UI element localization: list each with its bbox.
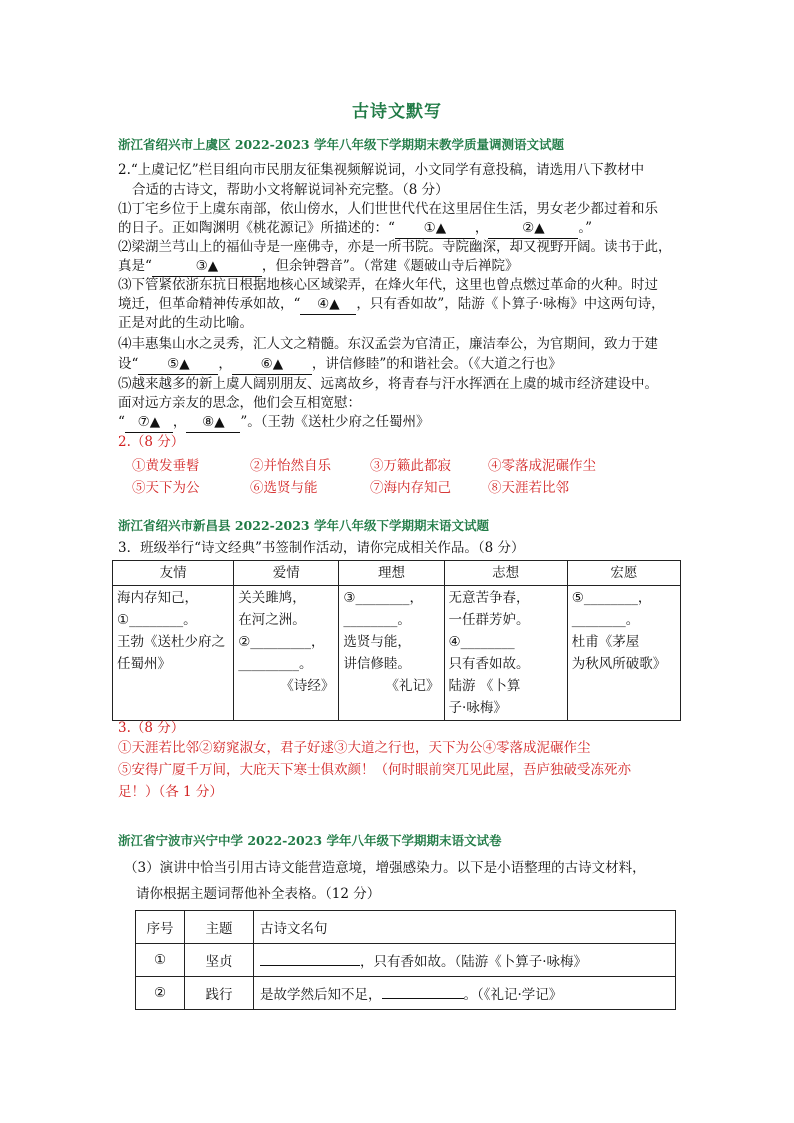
passage3-line1: ⑶下管紧依浙东抗日根据地核心区域梁弄，在烽火年代，这里也曾点燃过革命的火种。时过	[118, 277, 658, 293]
passage4-line1: ⑷丰惠集山水之灵秀，汇人文之精髓。东汉孟尝为官清正，廉洁奉公，为官期间，致力于建	[118, 336, 658, 352]
blank-4[interactable]: ④▲	[300, 294, 356, 315]
passage5-line1: ⑸越来越多的新上虞人阔别朋友、远离故乡，将青春与汗水挥洒在上虞的城市经济建设中。	[118, 376, 658, 392]
header-wish: 宏愿	[567, 561, 680, 586]
section3-source: 浙江省宁波市兴宁中学 2022-2023 学年八年级下学期期末语文试卷	[118, 833, 502, 848]
q3-3-line1: （3）演讲中恰当引用古诗文能营造意境，增强感染力。以下是小语整理的古诗文材料，	[124, 860, 646, 876]
cell-ideal: ③________， ________。 选贤与能， 讲信修睦。 《礼记》	[339, 586, 444, 721]
answer-2-heading: 2.（8 分）	[118, 434, 185, 450]
q2-intro-line1: 2.“上虞记忆”栏目组向市民朋友征集视频解说词，小文同学有意投稿，请选用八下教材中	[118, 162, 645, 178]
q2-intro-line2: 合适的古诗文，帮助小文将解说词补充完整。（8 分）	[132, 182, 449, 198]
quote-cell: 是故学然后知不足， 。（《礼记·学记》	[254, 977, 676, 1010]
header-friendship: 友情	[113, 561, 234, 586]
header-ambition: 志想	[444, 561, 567, 586]
section2-source: 浙江省绍兴市新昌县 2022-2023 学年八年级下学期期末语文试题	[118, 518, 489, 533]
passage5-line3: “ ⑦▲ ， ⑧▲ ”。（王勃《送杜少府之任蜀州》	[118, 412, 430, 433]
passage2-line1: ⑵梁湖兰芎山上的福仙寺是一座佛寺，亦是一所书院。寺院幽深，却又视野开阔。读书于此，	[118, 239, 672, 255]
section1-source: 浙江省绍兴市上虞区 2022-2023 学年八年级下学期期末教学质量调测语文试题	[118, 137, 564, 152]
blank-1[interactable]: ①▲	[395, 218, 475, 239]
page-title: 古诗文默写	[352, 102, 442, 122]
passage5-line2: 面对远方亲友的思念，他们会互相宽慰：	[118, 395, 361, 411]
answer-3-line2: ⑤安得广厦千万间，大庇天下寒士俱欢颜！（何时眼前突兀见此屋，吾庐独破受冻死亦	[118, 762, 631, 778]
passage4-line2: 设“ ⑤▲ ， ⑥▲ ，讲信修睦”的和谐社会。（《大道之行也》	[118, 354, 562, 375]
table-header-row	[136, 911, 676, 944]
blank-answer-4[interactable]: ④________	[448, 634, 515, 650]
quote-blank-1[interactable]	[260, 965, 360, 966]
passage1-line1: ⑴丁宅乡位于上虞东南部，依山傍水，人们世世代代在这里居住生活，男女老少都过着和乐	[118, 201, 658, 217]
table-row: ② 践行 是故学然后知不足， 。（《礼记·学记》	[136, 977, 676, 1010]
quote-table	[135, 910, 676, 1010]
cell-wish: ⑤________， ________。 杜甫《茅屋 为秋风所破歌》	[567, 586, 680, 721]
passage3-line3: 正是对此的生动比喻。	[118, 315, 253, 331]
table-header-row	[113, 561, 681, 586]
answer-3-line3: 足！）（各 1 分）	[118, 784, 223, 800]
bookmark-table	[112, 560, 681, 721]
blank-8[interactable]: ⑧▲	[186, 412, 240, 433]
header-theme: 主题	[185, 911, 254, 944]
quote-blank-2[interactable]	[382, 998, 464, 999]
passage1-line2: 的日子。正如陶渊明《桃花源记》所描述的：“ ①▲ ， ②▲ 。”	[118, 218, 592, 239]
blank-answer-5[interactable]: ⑤________，	[571, 590, 652, 606]
quote-cell: ，只有香如故。（陆游《卜算子·咏梅》	[254, 944, 676, 977]
q3-prompt: 3．班级举行“诗文经典”书签制作活动，请你完成相关作品。（8 分）	[118, 540, 525, 556]
blank-6[interactable]: ⑥▲	[232, 354, 312, 375]
blank-3[interactable]: ③▲	[152, 256, 262, 277]
blank-answer-1[interactable]: ①________。	[117, 612, 197, 628]
blank-2[interactable]: ②▲	[488, 218, 578, 239]
blank-answer-2[interactable]: ②_________，	[238, 634, 325, 650]
header-ideal: 理想	[339, 561, 444, 586]
cell-love: 关关雎鸠， 在河之洲。 ②_________， _________。 《诗经》	[234, 586, 339, 721]
answer-2-row1: ①黄发垂髫 ②并怡然自乐 ③万籁此都寂 ④零落成泥碾作尘	[132, 458, 596, 474]
blank-answer-3[interactable]: ③________，	[343, 590, 423, 606]
table-row: ① 坚贞 ，只有香如故。（陆游《卜算子·咏梅》	[136, 944, 676, 977]
header-number: 序号	[136, 911, 185, 944]
blank-5[interactable]: ⑤▲	[138, 354, 218, 375]
passage3-line2: 境迁，但革命精神传承如故，“ ④▲ ，只有香如故”，陆游《卜算子·咏梅》中这两句诗，	[118, 294, 665, 315]
answer-3-heading: 3.（8 分）	[118, 720, 185, 736]
passage2-line2: 真是“ ③▲ ，但余钟磬音”。（常建《题破山寺后禅院》	[118, 256, 519, 277]
header-love: 爱情	[234, 561, 339, 586]
answer-3-line1: ①天涯若比邻②窈窕淑女，君子好逑③大道之行也，天下为公④零落成泥碾作尘	[118, 740, 591, 756]
blank-7[interactable]: ⑦▲	[125, 412, 173, 433]
table-row	[113, 586, 681, 721]
answer-2-row2: ⑤天下为公 ⑥选贤与能 ⑦海内存知己 ⑧天涯若比邻	[132, 480, 569, 496]
cell-ambition: 无意苦争春， 一任群芳妒。 ④________ 只有香如故。 陆游 《卜算 子·咏梅》	[444, 586, 567, 721]
cell-friendship: 海内存知己， ①________。 王勃《送杜少府之 任蜀州》	[113, 586, 234, 721]
header-quote: 古诗文名句	[254, 911, 676, 944]
q3-3-line2: 请你根据主题词帮他补全表格。（12 分）	[136, 886, 381, 902]
